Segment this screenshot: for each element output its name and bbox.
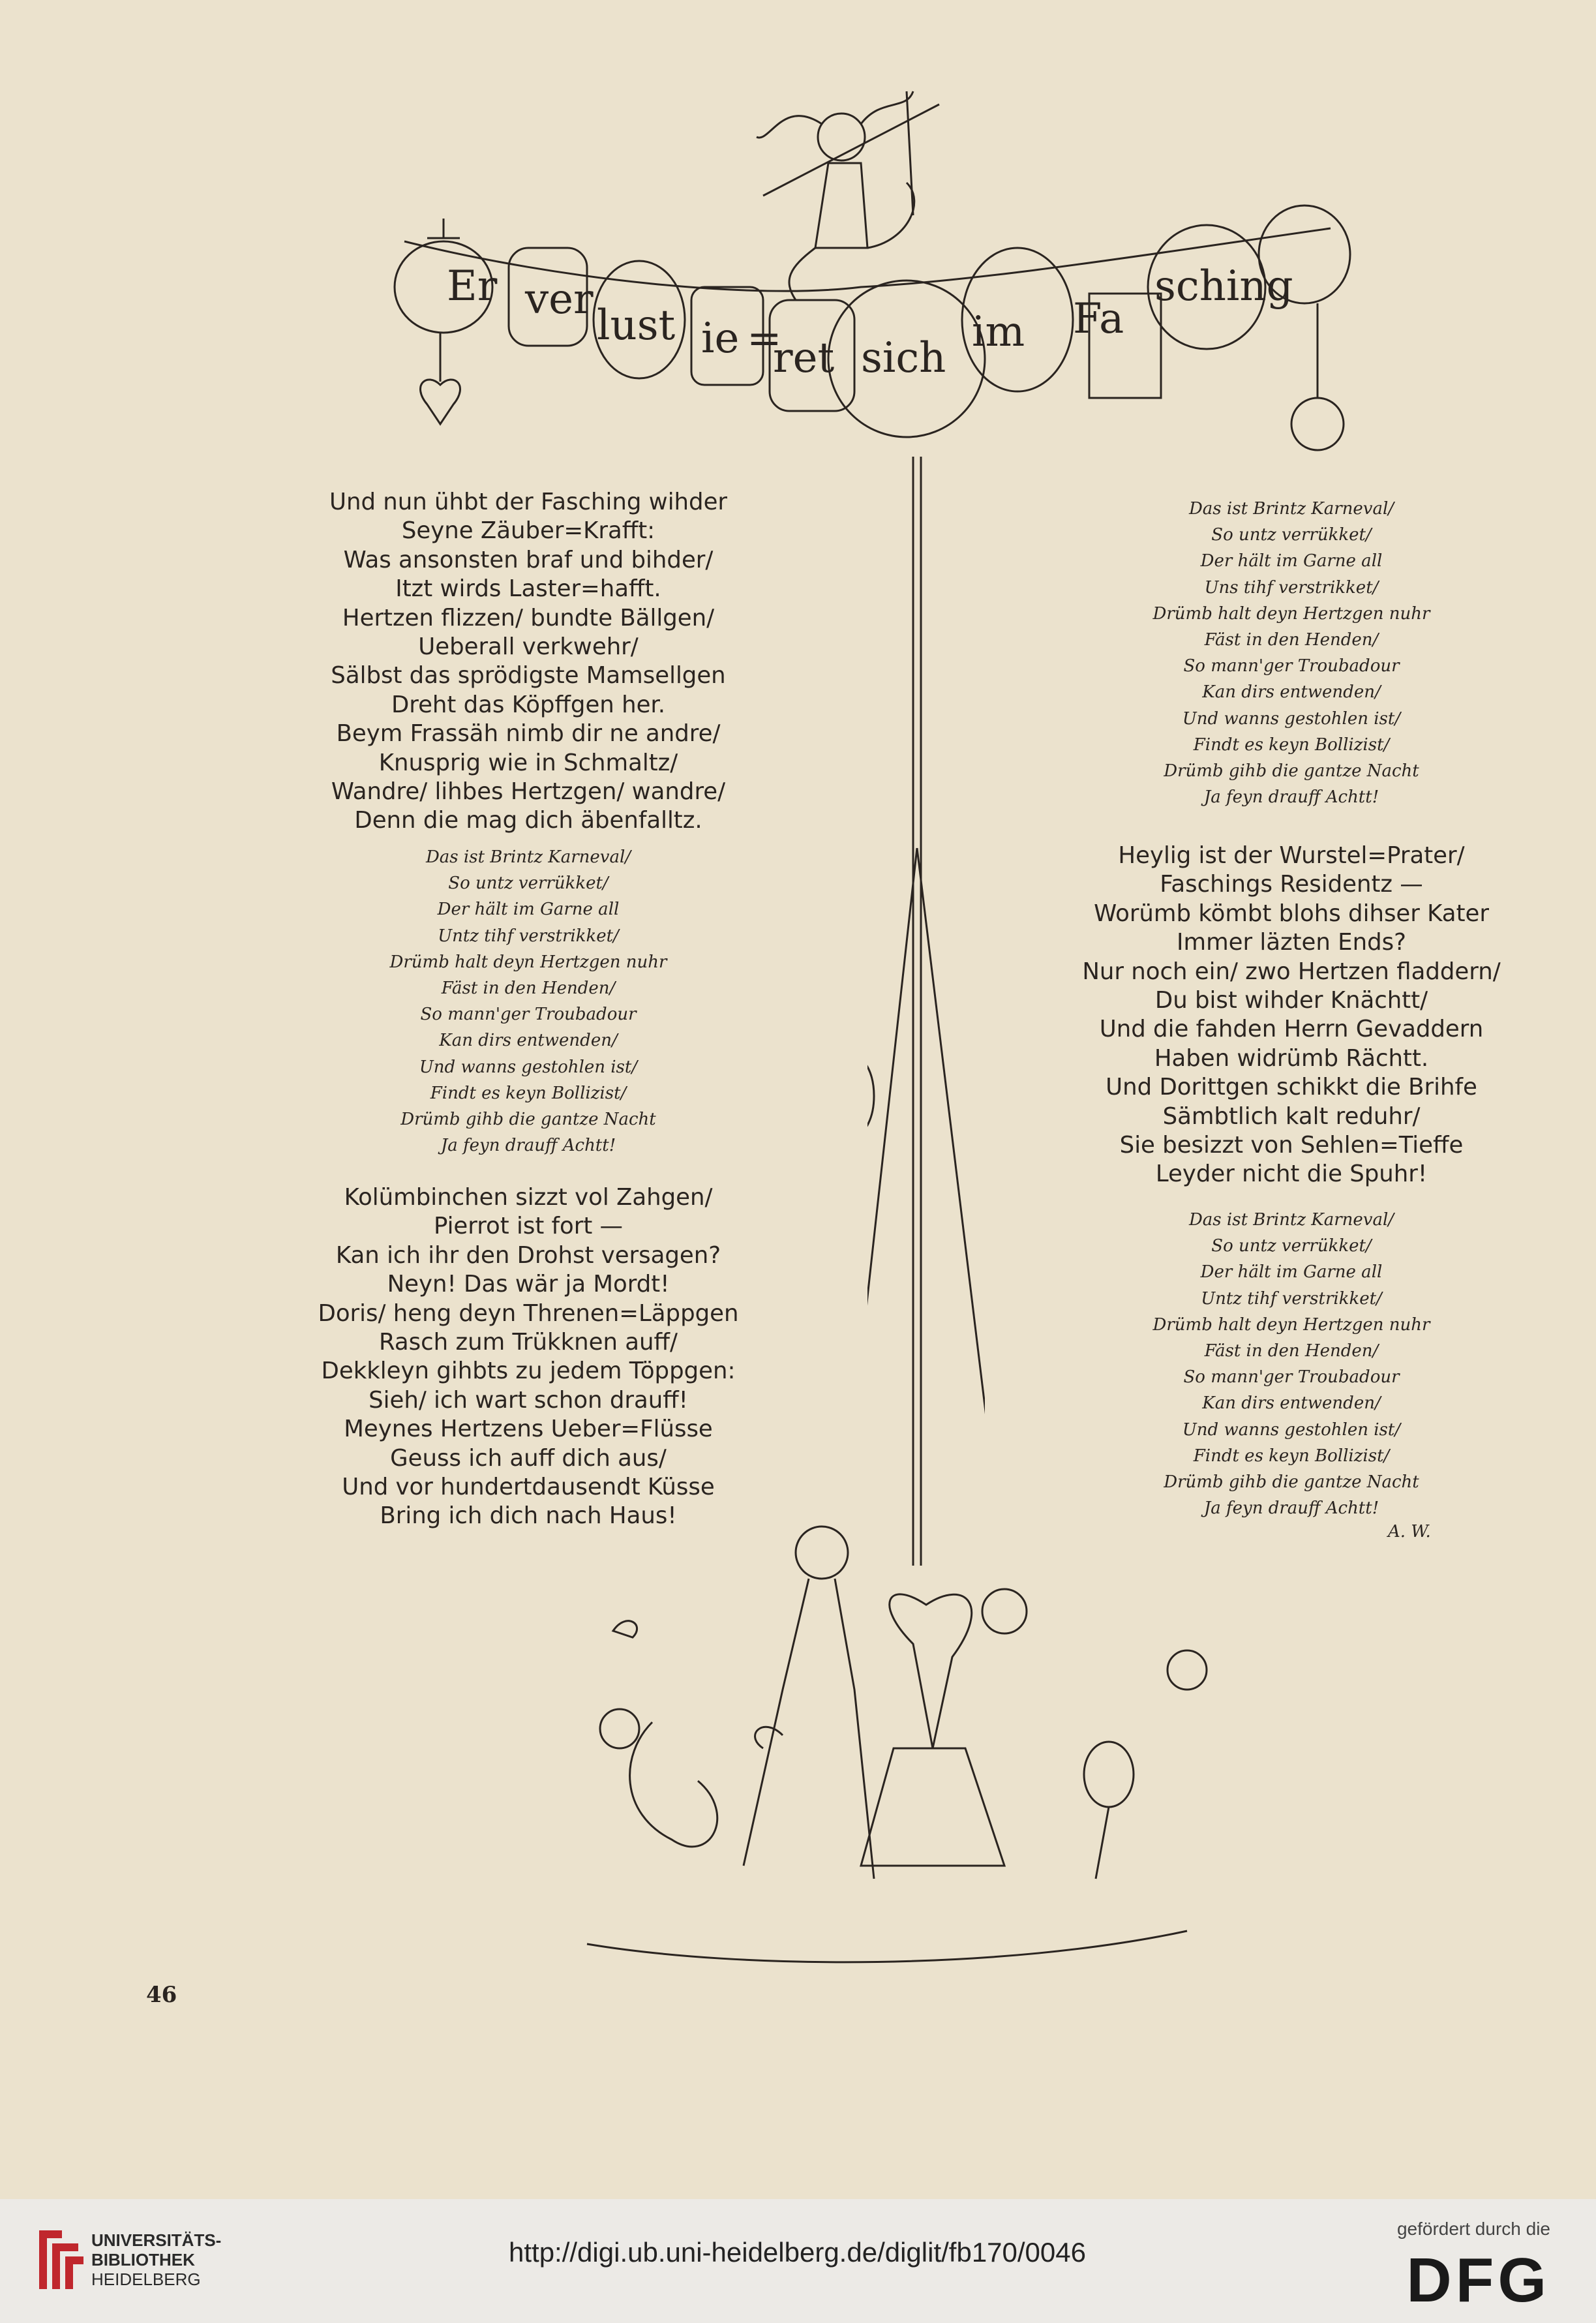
verse-line: Rasch zum Trükknen auff/: [379, 1329, 678, 1356]
left-stanza-1: [248, 488, 809, 836]
verse-line: Und nun ühbt der Fasching wihder: [329, 489, 728, 515]
verse-line: Sälbst das sprödigste Mamsellgen: [331, 662, 726, 690]
verse-line: Beym Frassäh nimb dir ne andre/: [336, 720, 721, 748]
refrain-line: Ja feyn drauff Achtt!: [1203, 787, 1379, 808]
verse-line: Immer läzten Ends?: [1177, 929, 1406, 956]
refrain-line: Drümb halt deyn Hertzgen nuhr: [1152, 603, 1430, 624]
verse-line: Und vor hundertdausendt Küsse: [342, 1474, 715, 1501]
verse-line: Seyne Zäuber=Krafft:: [401, 517, 655, 545]
refrain-line: Drümb gihb die gantze Nacht: [1164, 1472, 1419, 1493]
refrain-line: Der hält im Garne all: [1200, 1262, 1383, 1283]
title-illustration: [365, 85, 1376, 502]
refrain-line: Das ist Brintz Karneval/: [425, 847, 631, 867]
refrain-line: Untz tihf verstrikket/: [438, 926, 619, 946]
refrain-line: Der hält im Garne all: [1200, 551, 1383, 571]
pole-illustration: [867, 457, 985, 1566]
left-refrain: [248, 844, 809, 1159]
verse-line: Bring ich dich nach Haus!: [380, 1502, 677, 1530]
title-word-1: Er: [447, 262, 498, 311]
refrain-line: Fäst in den Henden/: [441, 979, 616, 999]
verse-line: Was ansonsten braf und bihder/: [343, 546, 714, 573]
permalink-url[interactable]: http://digi.ub.uni-heidelberg.de/diglit/fb170/0046: [509, 2237, 1086, 2268]
verse-line: Heylig ist der Wurstel=Prater/: [1118, 842, 1465, 869]
verse-line: Leyder nicht die Spuhr!: [1155, 1161, 1428, 1188]
left-stanza-2: [248, 1183, 809, 1531]
refrain-line: Ja feyn drauff Achtt!: [1203, 1498, 1379, 1519]
verse-line: Haben widrümb Rächtt.: [1154, 1044, 1429, 1072]
university-library-logo-icon: [33, 2224, 85, 2297]
refrain-line: Das ist Brintz Karneval/: [1188, 1210, 1394, 1230]
verse-line: Pierrot ist fort —: [433, 1213, 624, 1240]
refrain-line: Der hält im Garne all: [437, 900, 620, 920]
refrain-line: Drümb halt deyn Hertzgen nuhr: [389, 952, 667, 972]
verse-line: Dekkleyn gihbts zu jedem Töppgen:: [321, 1358, 736, 1385]
right-stanza: [1031, 842, 1552, 1189]
title-word-7: sich: [861, 334, 946, 382]
refrain-line: Und wanns gestohlen ist/: [419, 1057, 638, 1077]
verse-line: Dreht das Köpffgen her.: [391, 691, 666, 718]
title-word-3: lust: [597, 301, 676, 350]
refrain-line: So untz verrükket/: [1211, 525, 1372, 545]
title-word-2: ver: [525, 275, 594, 324]
verse-line: Worümb kömbt blohs dihser Kater: [1094, 900, 1489, 927]
title-word-5: =: [747, 314, 782, 363]
refrain-line: So untz verrükket/: [1211, 1236, 1372, 1256]
refrain-line: So mann'ger Troubadour: [420, 1005, 637, 1025]
refrain-line: Drümb halt deyn Hertzgen nuhr: [1152, 1314, 1430, 1335]
refrain-line: Findt es keyn Bollizist/: [430, 1083, 627, 1103]
page-number: 46: [146, 1982, 177, 2008]
title-word-9: Fa: [1073, 295, 1124, 343]
verse-line: Wandre/ lihbes Hertzgen/ wandre/: [331, 778, 726, 806]
verse-line: Du bist wihder Knächtt/: [1154, 987, 1428, 1014]
verse-line: Itzt wirds Laster=hafft.: [395, 575, 661, 603]
verse-line: Kolümbinchen sizzt vol Zahgen/: [344, 1184, 713, 1211]
verse-line: Und die fahden Herrn Gevaddern: [1099, 1016, 1484, 1043]
verse-line: Ueberall verkwehr/: [418, 633, 639, 661]
title-word-10: sching: [1154, 262, 1293, 311]
verse-line: Faschings Residentz —: [1160, 871, 1423, 898]
verse-line: Nur noch ein/ zwo Hertzen fladdern/: [1082, 958, 1501, 985]
verse-line: Sieh/ ich wart schon drauff!: [369, 1386, 688, 1414]
refrain-line: Drümb gihb die gantze Nacht: [400, 1110, 656, 1130]
bottom-illustration: [548, 1474, 1220, 1983]
verse-line: Sämbtlich kalt reduhr/: [1162, 1102, 1421, 1130]
refrain-line: Fäst in den Henden/: [1204, 1341, 1379, 1361]
refrain-line: Untz tihf verstrikket/: [1201, 1288, 1382, 1309]
refrain-line: Drümb gihb die gantze Nacht: [1164, 761, 1419, 782]
verse-line: Geuss ich auff dich aus/: [390, 1444, 667, 1472]
refrain-line: So untz verrükket/: [448, 873, 609, 894]
funding-caption: gefördert durch die: [1396, 2219, 1550, 2239]
verse-line: Knusprig wie in Schmaltz/: [378, 749, 678, 776]
refrain-line: Uns tihf verstrikket/: [1204, 577, 1379, 598]
title-word-8: im: [972, 308, 1025, 356]
refrain-line: Das ist Brintz Karneval/: [1188, 499, 1394, 519]
refrain-line: Findt es keyn Bollizist/: [1193, 735, 1390, 755]
verse-line: Sie besizzt von Sehlen=Tieffe: [1119, 1132, 1464, 1159]
right-refrain-2: [1031, 1207, 1552, 1521]
right-refrain-1: [1031, 496, 1552, 810]
refrain-line: Und wanns gestohlen ist/: [1182, 708, 1401, 729]
refrain-line: Kan dirs entwenden/: [1202, 682, 1381, 703]
refrain-line: Fäst in den Henden/: [1204, 630, 1379, 650]
refrain-line: So mann'ger Troubadour: [1183, 1367, 1400, 1388]
dfg-logo: DFG: [1406, 2245, 1550, 2315]
refrain-line: So mann'ger Troubadour: [1183, 656, 1400, 676]
refrain-line: Und wanns gestohlen ist/: [1182, 1420, 1401, 1440]
refrain-line: Findt es keyn Bollizist/: [1193, 1446, 1390, 1466]
refrain-line: Kan dirs entwenden/: [439, 1031, 618, 1051]
refrain-line: Ja feyn drauff Achtt!: [440, 1136, 616, 1156]
verse-line: Kan ich ihr den Drohst versagen?: [335, 1241, 721, 1269]
title-word-4: ie: [701, 314, 740, 363]
verse-line: Doris/ heng deyn Threnen=Läppgen: [318, 1299, 739, 1327]
refrain-line: Kan dirs entwenden/: [1202, 1393, 1381, 1414]
library-name: UNIVERSITÄTS- BIBLIOTHEK HEIDELBERG: [91, 2230, 222, 2289]
title-word-6: ret: [773, 334, 835, 382]
author-signature: A. W.: [1388, 1522, 1431, 1541]
digitization-footer: [0, 2199, 1596, 2323]
verse-line: Und Dorittgen schikkt die Brihfe: [1106, 1074, 1477, 1101]
verse-line: Neyn! Das wär ja Mordt!: [387, 1271, 670, 1298]
verse-line: Meynes Hertzens Ueber=Flüsse: [344, 1416, 713, 1443]
verse-line: Denn die mag dich äbenfalltz.: [354, 807, 702, 834]
verse-line: Hertzen flizzen/ bundte Bällgen/: [342, 604, 715, 631]
